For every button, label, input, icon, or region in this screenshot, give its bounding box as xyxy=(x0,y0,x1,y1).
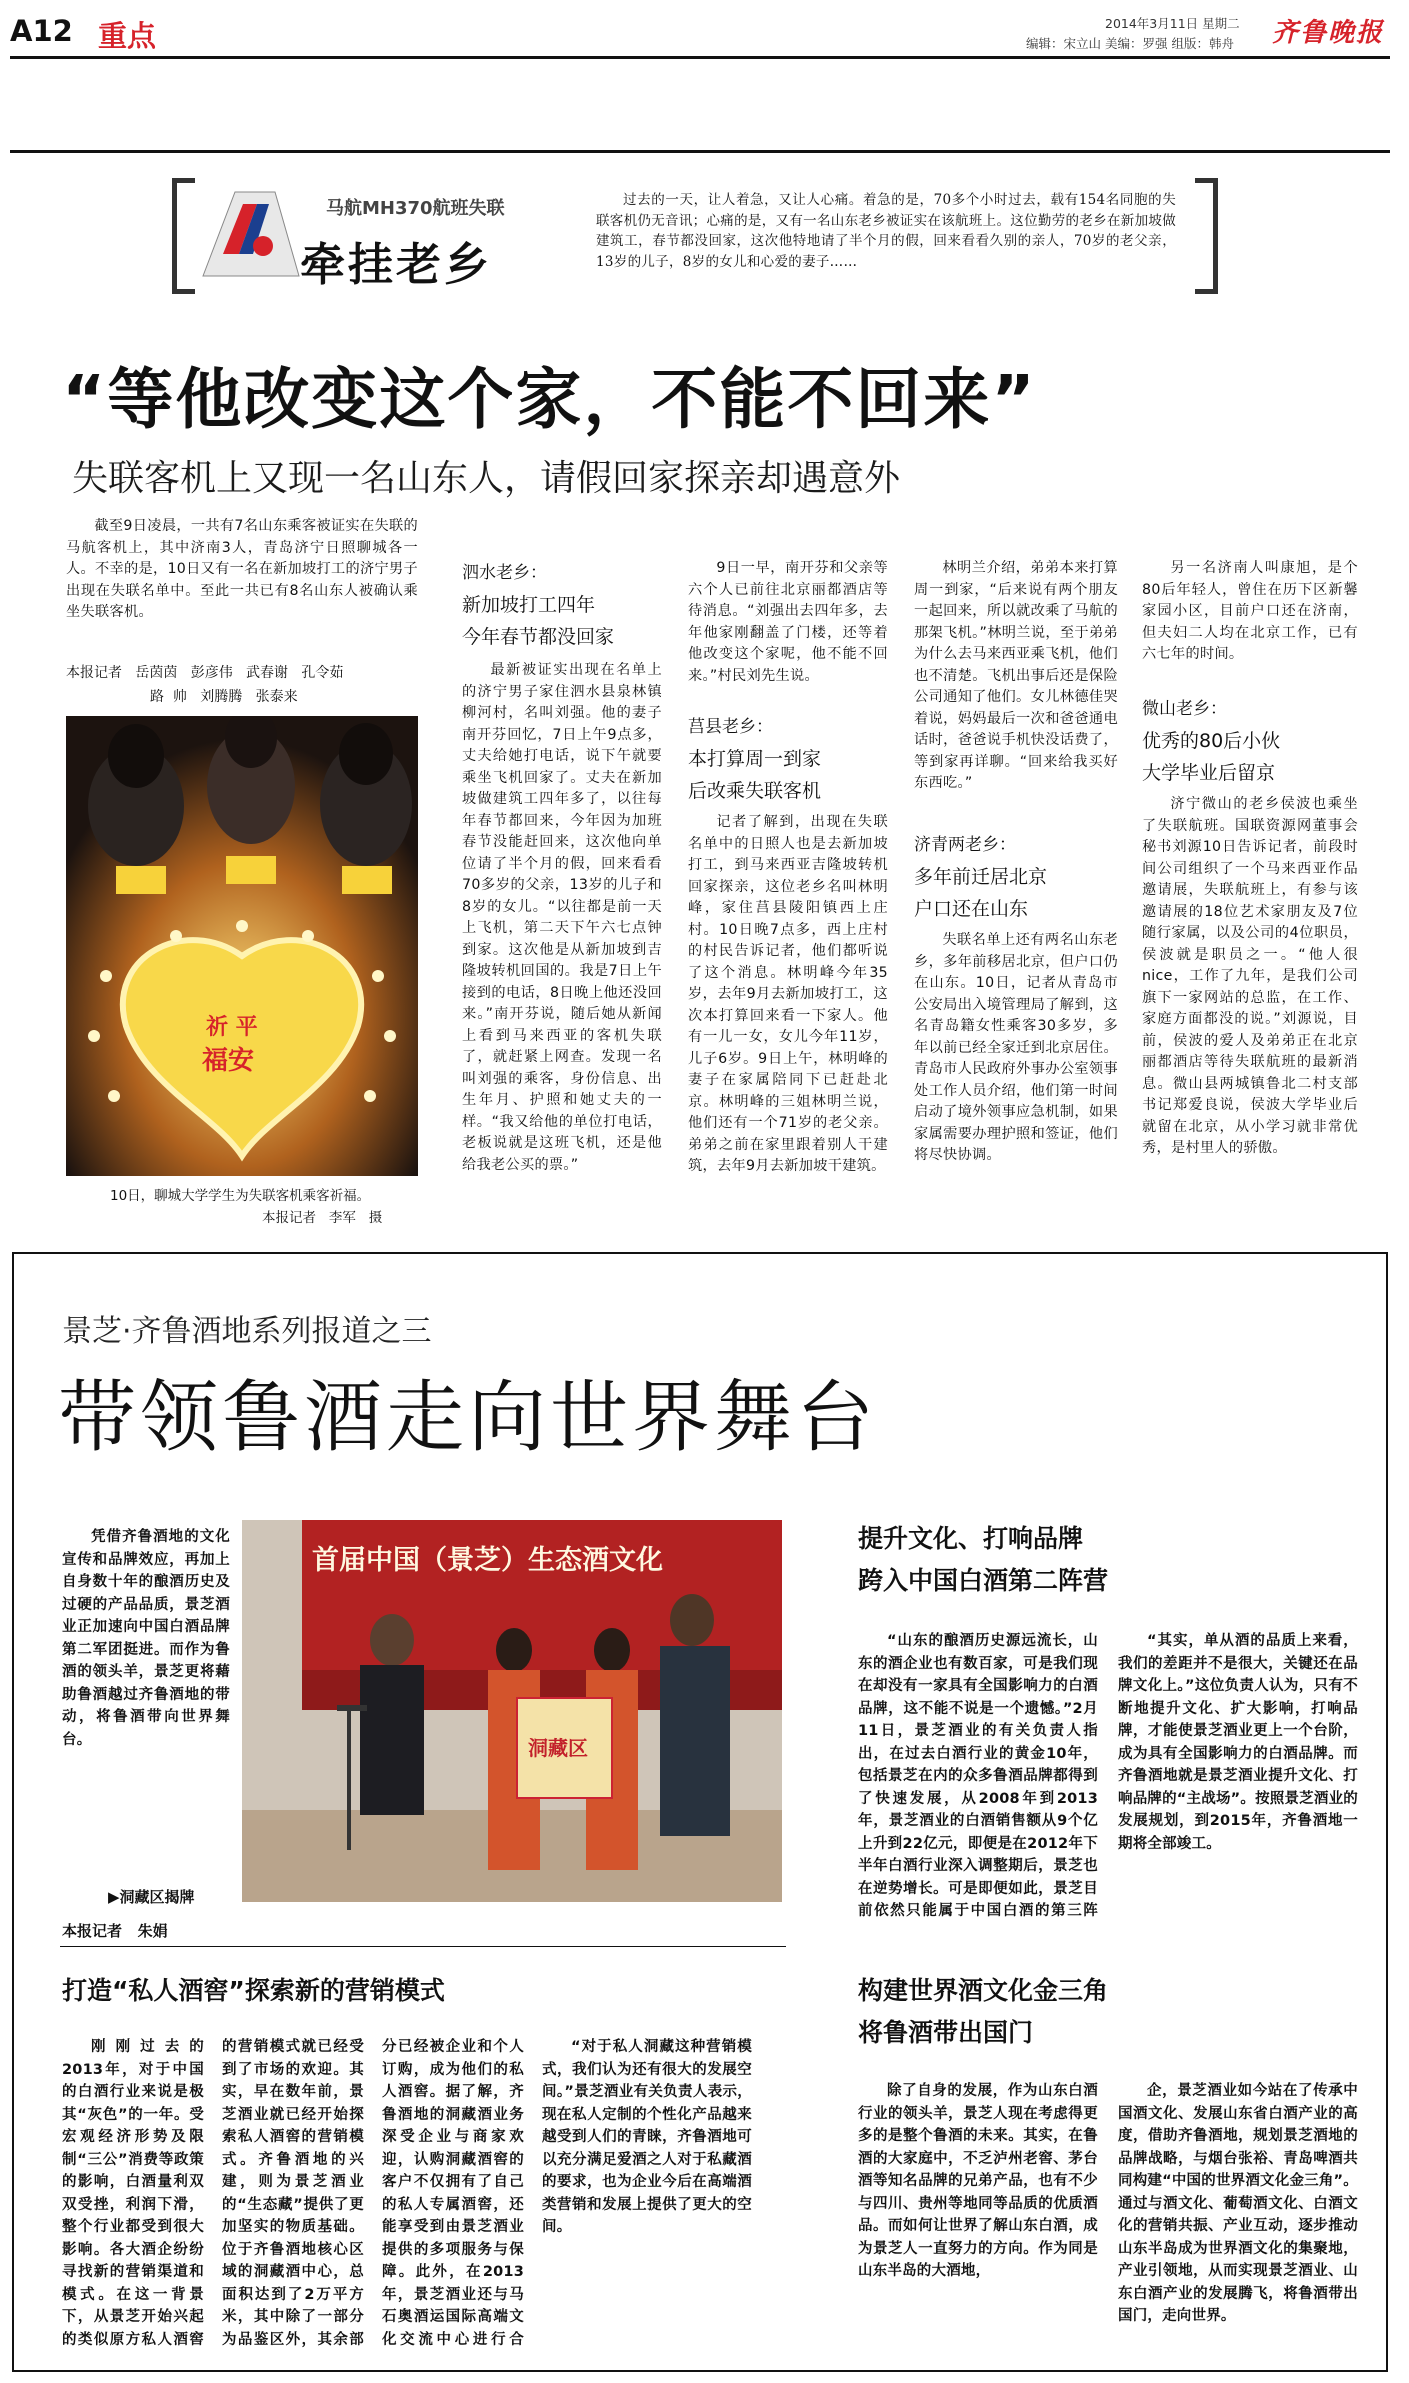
byline-1: 本报记者 岳茵茵 彭彦伟 武春谢 孔令茹 xyxy=(66,665,344,681)
col5-kicker: 微山老乡： xyxy=(1142,699,1227,719)
ad-left-intro xyxy=(62,1526,230,1751)
col4-body-a xyxy=(914,558,1118,795)
ceremony-photo xyxy=(242,1520,782,1902)
ceremony-illustration xyxy=(242,1520,782,1902)
col2-head-1: 新加坡打工四年 xyxy=(462,594,596,616)
main-headline: “等他改变这个家，不能不回来” xyxy=(62,361,1037,438)
lead-paragraph xyxy=(66,516,418,624)
left-bracket xyxy=(172,178,195,294)
ad-sub2-col2-text: “对于私人洞藏这种营销模式，我们认为还有很大的发展空间。”景芝酒业有关负责人表示，现在私人定制的个性化产品越来越受到人们的青睐，齐鲁酒地可以充分满足爱酒之人对于私藏酒的要求，也为企业今后在高端酒类营销和发展上提供了更大的空间。 xyxy=(542,2039,752,2235)
section-name: 重点 xyxy=(98,19,157,53)
col4-body-b xyxy=(914,930,1118,1230)
col2-head-2: 今年春节都没回家 xyxy=(462,626,615,648)
ad-sub3-col1-text: 除了自身的发展，作为山东白酒行业的领头羊，景芝人现在考虑得更多的是整个鲁酒的未来。其实，在鲁酒的大家庭中，不乏泸州老窖、茅台酒等知名品牌的兄弟产品，也有不少与四川、贵州等地同等品质的优质酒品。而如何让世界了解山东白酒，成为景芝人一直努力的方向。作为同是山东半岛的大酒地， xyxy=(858,2083,1098,2279)
ad-byline: 本报记者 朱娟 xyxy=(62,1922,168,1940)
ad-sub3-col2-text: 企，景芝酒业如今站在了传承中国酒文化、发展山东省白酒产业的高度，借助齐鲁酒地，规划景芝酒地的品牌战略，与烟台张裕、青岛啤酒共同构建“中国的世界酒文化金三角”。通过与酒文化、葡萄酒文化、白酒文化的营销共振、产业互动，逐步推动山东半岛成为世界酒文化的集聚地，产业引领地，从而实现景芝酒业、山东白酒产业的发展腾飞，将鲁酒带出国门，走向世界。 xyxy=(1118,2083,1358,2324)
ad-sub1-col1-text: “山东的酿酒历史源远流长，山东的酒企业也有数百家，可是我们现在却没有一家具有全国影响力的白酒品牌，这不能不说是一个遗憾。”2月11日，景芝酒业的有关负责人指出，在过去白酒行业的黄金10年，包括景芝在内的众多鲁酒品牌都得到了快速发展，从2008年到2013年，景芝酒业的白酒销售额从9个亿上升到22亿元，即便是在2012年下半年白酒行业深入调整期后，景芝也在逆势增长。可是即便如此，景芝目前依然只能属于中国白酒的第三阵 xyxy=(858,1633,1098,1919)
col5-head-2: 大学毕业后留京 xyxy=(1142,762,1276,784)
col5-text-b: 济宁微山的老乡侯波也乘坐了失联航班。国联资源网董事会秘书刘源10日告诉记者，前段时间公司组织了一个马来西亚作品邀请展，失联航班上，有参与该邀请展的18位艺术家朋友及7位随行家属，以及公司的4位职员，侯波就是职员之一。“他人很nice，工作了九年，是我们公司旗下一家网站的总监，在工作、家庭方面都没的说。”刘源说，目前，侯波的爱人及弟弟正在北京丽都酒店等待失联航班的最新消息。微山县两城镇鲁北二村支部书记郑爱良说，侯波大学毕业后就留在北京，从小学习就非常优秀，是村里人的骄傲。 xyxy=(1142,796,1358,1156)
ad-sub2-head: 打造“私人酒窖”探索新的营销模式 xyxy=(62,1976,445,2005)
ad-sub2-col1-text: 刚刚过去的2013年，对于中国的白酒行业来说是极其“灰色”的一年。受宏观经济形势及限制“三公”消费等政策的影响，白酒量利双双受挫，利润下滑，整个行业都受到很大影响。各大酒企纷纷寻找新的营销渠道和模式。在这一背景下，从景芝开始兴起的类似原方私人酒窖的营销模式就已经受到了市场的欢迎。其实，早在数年前，景芝酒业就已经开始探索私人酒窖的营销模式。齐鲁酒地的兴建，则为景芝酒业的“生态藏”提供了更加坚实的物质基础。位于齐鲁酒地核心区域的洞藏酒中心，总面积达到了2万平方米，其中除了一部分为品鉴区外，其余部分已经被企业和个人订购，成为他们的私人酒窖。据了解，齐鲁酒地的洞藏酒业务深受企业与商家欢迎，认购洞藏酒窖的客户不仅拥有了自己的私人专属酒窖，还能享受到由景芝酒业提供的多项服务与保障。此外，在2013年，景芝酒业还与马石奥酒运国际高端文化交流中心进行合 xyxy=(62,2039,524,2348)
header-rule xyxy=(10,56,1390,59)
ad-headline: 带领鲁酒走向世界舞台 xyxy=(58,1373,879,1463)
col5-head-1: 优秀的80后小伙 xyxy=(1142,730,1281,752)
ad-left-divider xyxy=(60,1946,786,1947)
col3-text-b: 记者了解到，出现在失联名单中的日照人也是去新加坡打工，到马来西亚吉隆坡转机回家探亲，这位老乡名叫林明峰，家住莒县陵阳镇西上庄村。10日晚7点多，西上庄村的村民告诉记者，他们都听说了这个消息。林明峰今年35岁，去年9月去新加坡打工，这次本打算回来看一下家人。他有一儿一女，女儿今年11岁，儿子6岁。9日上午，林明峰的妻子在家属陪同下已赶赴北京。林明峰的三姐林明兰说，他们还有一个71岁的老父亲。弟弟之前在家里跟着别人干建筑，去年9月去新加坡干建筑。 xyxy=(688,814,888,1174)
ad-series-title: 景芝·齐鲁酒地系列报道之三 xyxy=(62,1314,432,1349)
col4-text-a: 林明兰介绍，弟弟本来打算周一到家，“后来说有两个朋友一起回来，所以就改乘了马航的那架飞机。”林明兰说，至于弟弟为什么去马来西亚乘飞机，他们也不清楚。飞机出事后还是保险公司通知了他们。女儿林德佳哭着说，妈妈最后一次和爸爸通电话时，爸爸说手机快没话费了，等到家再详聊。“回来给我买好东西吃。” xyxy=(914,560,1118,791)
ad-left-caption: ▶洞藏区揭牌 xyxy=(108,1888,195,1906)
vigil-photo xyxy=(66,716,418,1176)
photo-sign-text: 洞藏区 xyxy=(528,1736,588,1760)
byline-2: 路 帅 刘腾腾 张泰来 xyxy=(150,689,298,705)
col3-body-b xyxy=(688,812,888,1230)
ad-intro-text: 凭借齐鲁酒地的文化宣传和品牌效应，再加上自身数十年的酿酒历史及过硬的产品品质，景芝酒业正加速向中国白酒品牌第二军团挺进。而作为鲁酒的领头羊，景芝更将藉助鲁酒越过齐鲁酒地的带动，将鲁酒带向世界舞台。 xyxy=(62,1529,230,1748)
date-line: 2014年3月11日 星期二 xyxy=(1105,16,1240,31)
col3-head-2: 后改乘失联客机 xyxy=(688,780,822,802)
ad-sub3-line1: 构建世界酒文化金三角 xyxy=(858,1976,1109,2005)
banner-kicker: 马航MH370航班失联 xyxy=(326,198,505,219)
ad-sub1-col2 xyxy=(1118,1630,1358,1920)
col4-kicker: 济青两老乡： xyxy=(914,835,1016,855)
col5-body-a xyxy=(1142,558,1358,666)
page-number: A12 xyxy=(10,14,73,48)
ad-sub3-col1 xyxy=(858,2080,1098,2356)
photo-caption-1: 10日，聊城大学学生为失联客机乘客祈福。 xyxy=(110,1188,371,1204)
col2-text: 最新被证实出现在名单上的济宁男子家住泗水县泉林镇柳河村，名叫刘强。他的妻子南开芬回忆，7日上午9点多，丈夫给她打电话，说下午就要乘坐飞机回家了。丈夫在新加坡做建筑工四年多了，以往每年春节都回来，今年因为加班春节没能赶回来，这次他向单位请了半个月的假，回来看看70多岁的父亲，13岁的儿子和8岁的女儿。“以往都是前一天上飞机，第二天下午六七点钟到家。这次他是从新加坡到吉隆坡转机回国的。我是7日上午接到的电话，8日晚上他还没回来。”南开芬说，随后她从新闻上看到马来西亚的客机失联了，就赶紧上网查。发现一名叫刘强的乘客，身份信息、出生年月、护照和她丈夫的一样。“我又给他的单位打电话，老板说就是这班飞机，还是他给我老公买的票。” xyxy=(462,662,662,1173)
banner-top-rule xyxy=(10,150,1390,153)
ad-sub1-col1 xyxy=(858,1630,1098,1920)
right-bracket xyxy=(1195,178,1218,294)
banner-title: 牵挂老乡 xyxy=(300,238,493,291)
editor-line: 编辑：宋立山 美编：罗强 组版：韩舟 xyxy=(1026,36,1234,51)
ad-sub1-line1: 提升文化、打响品牌 xyxy=(858,1524,1084,1553)
col5-body-b xyxy=(1142,794,1358,1230)
ad-sub1-col2-text: “其实，单从酒的品质上来看，我们的差距并不是很大，关键还在品牌文化上。”这位负责人认为，只有不断地提升文化、扩大影响，打响品牌，才能使景芝酒业更上一个台阶，成为具有全国影响力的白酒品牌。而齐鲁酒地就是景芝酒业提升文化、打响品牌的“主战场”。按照景芝酒业的发展规划，到2015年，齐鲁酒地一期将全部竣工。 xyxy=(1118,1633,1358,1852)
photo-banner-text: 首届中国（景芝）生态酒文化 xyxy=(312,1545,663,1576)
col4-text-b: 失联名单上还有两名山东老乡，多年前移居北京，但户口仍在山东。10日，记者从青岛市公安局出入境管理局了解到，这名青岛籍女性乘客30多岁，多年以前已经全家迁到北京居住。青岛市人民政府外事办公室领事处工作人员介绍，他们第一时间启动了境外领事应急机制，如果家属需要办理护照和签证，他们将尽快协调。 xyxy=(914,932,1118,1163)
col3-kicker: 莒县老乡： xyxy=(688,717,773,737)
col3-text-a: 9日一早，南开芬和父亲等六个人已前往北京丽都酒店等待消息。“刘强出去四年多，去年他家刚翻盖了门楼，还等着他改变这个家呢，他不能不回来。”村民刘先生说。 xyxy=(688,560,888,684)
col3-body-a xyxy=(688,558,888,687)
banner-intro: 过去的一天，让人着急，又让人心痛。着急的是，70多个小时过去，载有154名同胞的失联客机仍无音讯；心痛的是，又有一名山东老乡被证实在该航班上。这位勤劳的老乡在新加坡做建筑工，春节都没回家，这次他特地请了半个月的假，回来看看久别的亲人，70岁的老父亲，13岁的儿子，8岁的女儿和心爱的妻子…… xyxy=(596,192,1176,270)
main-subheadline: 失联客机上又现一名山东人，请假回家探亲却遇意外 xyxy=(72,458,901,499)
ad-sub2-col1 xyxy=(62,2036,524,2356)
airplane-tail-icon xyxy=(195,184,305,279)
candle-heart-illustration xyxy=(66,716,418,1176)
photo-caption-2: 本报记者 李军 摄 xyxy=(262,1210,383,1226)
col3-head-1: 本打算周一到家 xyxy=(688,748,822,770)
col4-head-1: 多年前迁居北京 xyxy=(914,866,1048,888)
ad-sub2-col2 xyxy=(542,2036,752,2356)
ad-sub3-col2 xyxy=(1118,2080,1358,2356)
lead-text: 截至9日凌晨，一共有7名山东乘客被证实在失联的马航客机上，其中济南3人，青岛济宁日照聊城各一人。不幸的是，10日又有一名在新加坡打工的济宁男子出现在失联名单中。至此一共已有8名山东人被确认乘坐失联客机。 xyxy=(66,518,418,620)
ad-sub3-line2: 将鲁酒带出国门 xyxy=(858,2018,1034,2047)
col2-body xyxy=(462,660,662,1230)
col5-text-a: 另一名济南人叫康旭，是个80后年轻人，曾住在历下区新馨家园小区，目前户口还在济南，但夫妇二人均在北京工作，已有六七年的时间。 xyxy=(1142,560,1358,662)
heart-text-2: 福安 xyxy=(202,1046,255,1076)
col4-head-2: 户口还在山东 xyxy=(914,898,1029,920)
paper-logo: 齐鲁晚报 xyxy=(1272,18,1385,48)
ad-sub1-line2: 跨入中国白酒第二阵营 xyxy=(858,1566,1109,1595)
heart-text-1: 祈 平 xyxy=(206,1015,258,1040)
col2-kicker: 泗水老乡： xyxy=(462,563,547,583)
